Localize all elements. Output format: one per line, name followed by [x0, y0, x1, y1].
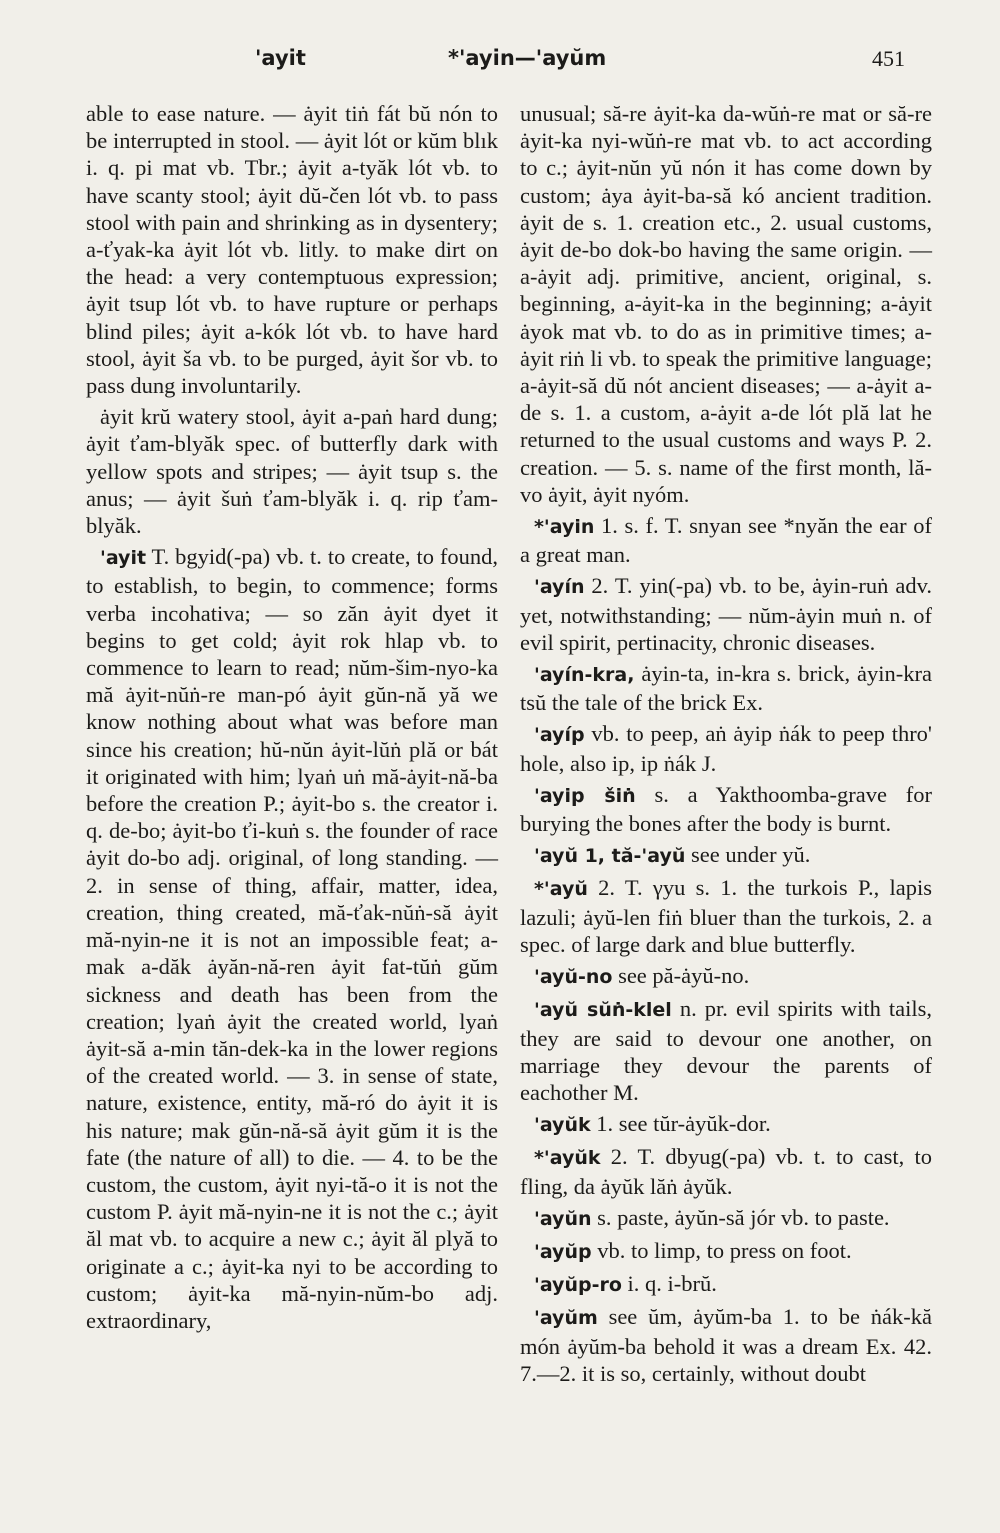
entry-text: see under yŭ. — [685, 842, 811, 868]
dictionary-entry — [520, 781, 932, 837]
dictionary-entry — [520, 720, 932, 776]
entry-text: i. q. i-brŭ. — [621, 1271, 717, 1297]
entry-text: 2. T. γyu s. 1. the turkois P., lapis lazuli; ȧyŭ-len fiṅ bluer than the turkois, 2. a spec. of large dark and blue butterfly. — [520, 875, 932, 957]
dictionary-entry — [520, 1303, 932, 1387]
entry-paragraph: ȧyit krŭ watery stool, ȧyit a-paṅ hard dung; ȧyit ťam-blyăk spec. of butterfly dark with yellow spots and stripes; — ȧyit tsup s. the anus; — ȧyit šuṅ ťam-blyăk i. q. rip ťam-blyăk. — [86, 404, 498, 539]
dictionary-entry — [520, 1204, 932, 1233]
entry-headword: 'ayín-kra, — [534, 664, 635, 687]
entry-headword: 'ayíp — [534, 724, 585, 747]
entry-headword: 'ayŭk — [534, 1114, 591, 1137]
entry-paragraph: unusual; să-re ȧyit-ka da-wŭṅ-re mat or să-re ȧyit-ka nyi-wŭṅ-re mat vb. to act according to c.; ȧyit-nŭn yŭ nón it has come down by custom; ȧya ȧyit-ba-să kó ancient tradition. ȧyit de s. 1. creation etc., 2. usual customs, ȧyit de-bo dok-bo having the same origin. — a-ȧyit adj. primitive, ancient, original, s. beginning, a-ȧyit-ka in the beginning; a-ȧyit ȧyok mat vb. to do as in primitive times; a-ȧyit riṅ li vb. to speak the primitive language; a-ȧyit-să dŭ nót ancient diseases; — a-ȧyit a-de s. 1. a custom, a-ȧyit a-de lót plă lat he returned to the usual customs and ways P. 2. creation. — 5. s. name of the first month, lă-vo ȧyit, ȧyit nyóm. — [520, 101, 932, 507]
entry-headword: 'ayŭp-ro — [534, 1274, 622, 1297]
entry-text: vb. to peep, aṅ ȧyip ṅák to peep thro' hole, also ip, ip ṅák J. — [520, 721, 932, 776]
entry-headword: *'ayin — [534, 516, 595, 539]
entry-text: s. paste, ȧyŭn-să jór vb. to paste. — [591, 1204, 890, 1230]
center-running-head: *'ayin—'ayŭm — [448, 46, 607, 70]
entry-text: 2. T. yin(-pa) vb. to be, ȧyin-ruṅ adv. yet, notwithstanding; — nŭm-ȧyin muṅ n. of evil spirit, pertinacity, chronic diseases. — [520, 573, 932, 655]
entry-headword: 'ayŭ sŭṅ-klel — [534, 999, 672, 1022]
page-number: 451 — [872, 46, 905, 71]
entry-text: vb. to limp, to press on foot. — [591, 1237, 852, 1263]
entry-paragraph: able to ease nature. — ȧyit tiṅ fát bŭ nón to be interrupted in stool. — ȧyit lót or kŭm blık i. q. pi mat vb. Tbr.; ȧyit a-tyăk lót vb. to have scanty stool; ȧyit dŭ-čen lót vb. to pass stool with pain and shrinking as in dysentery; a-ťyak-ka ȧyit lót vb. litly. to make dirt on the head: a very contemptuous expression; ȧyit tsup lót vb. to have rupture or perhaps blind piles; ȧyit a-kók lót vb. to have hard stool, ȧyit ša vb. to be purged, ȧyit šor vb. to pass dung involuntarily. — [86, 101, 498, 399]
dictionary-entry — [520, 1270, 932, 1299]
entry-headword: 'ayŭ 1, tă-'ayŭ — [534, 845, 686, 868]
right-column — [520, 100, 932, 1391]
dictionary-entry — [520, 962, 932, 991]
entry-headword: 'ayŭn — [534, 1207, 592, 1230]
dictionary-entry — [520, 1110, 932, 1139]
entry-headword: 'ayŭm — [534, 1307, 598, 1330]
dictionary-entry — [520, 660, 932, 716]
entry-text: 1. see tŭr-ȧyŭk-dor. — [590, 1111, 771, 1137]
entry-text: see pă-ȧyŭ-no. — [612, 963, 750, 989]
left-column — [86, 100, 498, 1338]
entry-headword: *'ayŭk — [534, 1147, 601, 1170]
entry-text: s. a Yakthoomba-grave for burying the bones after the body is burnt. — [520, 781, 932, 837]
entry-text: ȧyin-ta, in-kra s. brick, ȧyin-kra tsŭ the tale of the brick Ex. — [520, 661, 932, 716]
dictionary-entry — [520, 874, 932, 958]
left-running-head: 'ayit — [255, 46, 306, 70]
dictionary-entry — [520, 995, 932, 1106]
dictionary-entry — [86, 543, 498, 1334]
entry-text: 1. s. f. T. snyan see *nyăn the ear of a great man. — [520, 513, 932, 568]
entry-text: see ŭm, ȧyŭm-ba 1. to be ṅák-kă món ȧyŭm-ba behold it was a dream Ex. 42. 7.—2. it is so, certainly, without doubt — [520, 1304, 932, 1386]
entry-headword: *'ayŭ — [534, 878, 588, 901]
dictionary-entry — [520, 1143, 932, 1199]
dictionary-entry — [520, 572, 932, 656]
entry-headword: 'ayit — [100, 547, 147, 570]
entry-headword: 'ayŭp — [534, 1240, 592, 1263]
entry-text: 2. T. dbyug(-pa) vb. t. to cast, to fling, da ȧyŭk lăṅ ȧyŭk. — [520, 1144, 932, 1199]
entry-headword: 'ayín — [534, 576, 585, 599]
entry-headword: 'ayŭ-no — [534, 966, 613, 989]
entry-text: n. pr. evil spirits with tails, they are said to devour one another, on marriage they devour the parents of eachother M. — [520, 996, 933, 1105]
dictionary-entry — [520, 512, 932, 568]
dictionary-entry — [520, 1237, 932, 1266]
entry-headword: 'ayip šiṅ — [534, 784, 636, 807]
dictionary-entry — [520, 841, 932, 870]
entry-text: T. bgyid(-pa) vb. t. to create, to found, to establish, to begin, to commence; forms verba incohativa; — so zăn ȧyit dyet it begins to get cold; ȧyit rok hlap vb. to commence to learn to read; nŭm-šim-nyo-ka mă ȧyit-nŭṅ-re man-pó ȧyit gŭn-nă yă we know nothing about what was before man since his creation; hŭ-nŭn ȧyit-lŭṅ plă or bát it originated with him; lyaṅ uṅ mă-ȧyit-nă-ba before the creation P.; ȧyit-bo s. the creator i. q. de-bo; ȧyit-bo ťi-kuṅ s. the founder of race ȧyit do-bo adj. original, of long standing. — 2. in sense of thing, affair, matter, idea, creation, thing created, mă-ťak-nŭṅ-să ȧyit mă-nyin-ne it is not an impossible feat; a-mak a-dăk ȧyăn-nă-ren ȧyit fat-tŭṅ gŭm sickness and death has been from the creation; lyaṅ ȧyit the created world, lyaṅ ȧyit-să a-min tăn-dek-ka in the lower regions of the created world. — 3. in sense of state, nature, existence, entity, mă-ró do ȧyit it is his nature; mak gŭn-nă-să ȧyit gŭm it is the fate (the nature of all) to die. — 4. to be the custom, the custom, ȧyit nyi-tă-o it is not the custom P. ȧyit mă-nyin-ne it is not the c.; ȧyit ăl mat vb. to acquire a new c.; ȧyit ăl plyă to originate a c.; ȧyit-ka nyi to be according to custom; ȧyit-ka mă-nyin-nŭm-bo adj. extraordinary, — [86, 544, 498, 1333]
